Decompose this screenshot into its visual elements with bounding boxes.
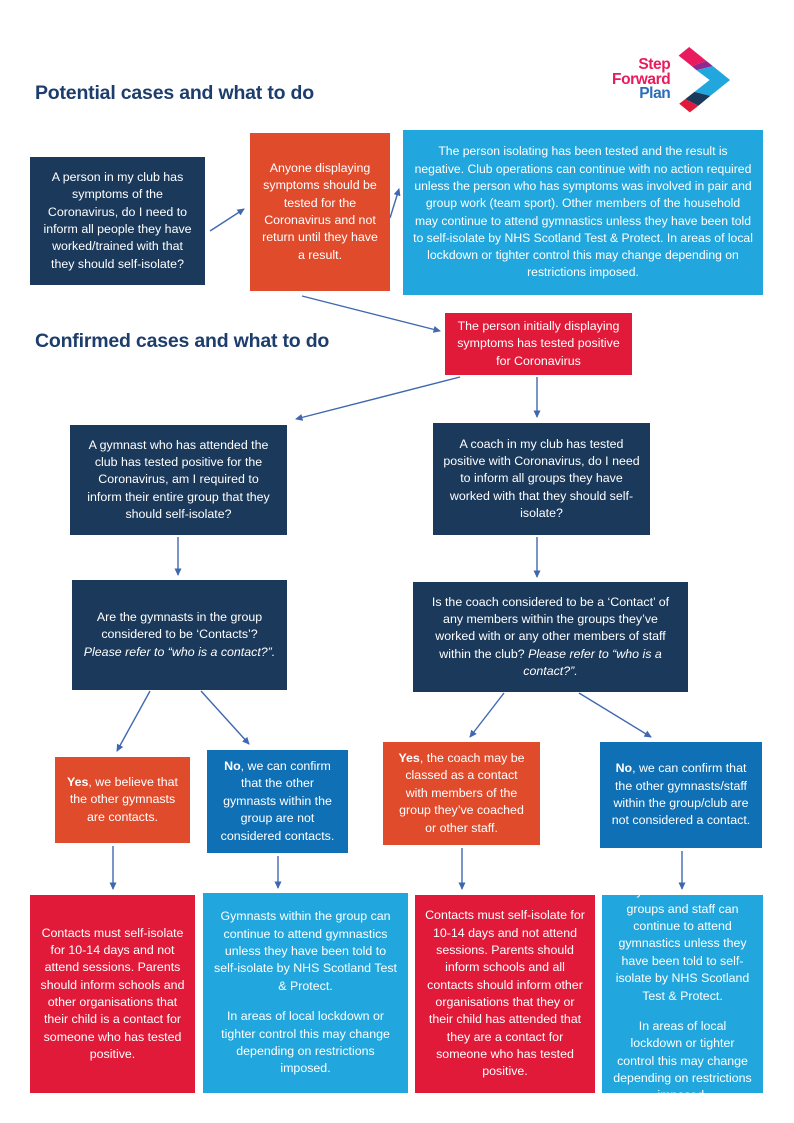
logo-chevron-icon: [672, 40, 738, 120]
coach-yes-box: [383, 742, 540, 845]
gymnast-contacts-question-box: [72, 580, 287, 690]
flow-arrow-positive-to-gymnast: [296, 377, 460, 419]
gymnast-contacts-ref: Please refer to “who is a contact?”.: [83, 644, 276, 659]
logo-wordmark: [612, 55, 671, 103]
flow-arrow-gymnast-contacts-to-yes: [117, 691, 150, 751]
gymnast-no-outcome-box: [203, 893, 408, 1093]
gymnast-yes-outcome-text: Contacts must self-isolate for 10-14 days and not attend sessions. Parents should inform schools and other organisations that their child is a contact for someone who has tested positive.: [40, 925, 185, 1062]
gymnast-contacts-question-text: [82, 609, 277, 661]
negative-result-text: The person isolating has been tested and the result is negative. Club operations can continue with no action required unless the person who has symptoms was involved in pair and group work (team sport). Other members of the household may continue to attend gymnastics unless they have been told to self-isolate by NHS Scotland Test & Protect. In areas of local lockdown or tighter control this may change depending on restrictions imposed.: [413, 144, 753, 280]
coach-yes-text: Yes, the coach may be classed as a contact with members of the group they’ve coached or other staff.: [398, 751, 525, 835]
flow-arrow-gymnast-contacts-to-no: [201, 691, 249, 744]
coach-no-outcome-p1: Gymnasts within the groups and staff can continue to attend gymnastics unless they have been told to self-isolate by NHS Scotland Test & Protect.: [615, 884, 750, 1003]
positive-result-text: The person initially displaying symptoms has tested positive for Coronavirus: [457, 318, 620, 368]
coach-no-lead: No: [615, 761, 633, 776]
gymnast-no-outcome-p2: In areas of local lockdown or tighter control this may change depending on restrictions imposed.: [221, 1009, 390, 1076]
coach-contacts-ref: Please refer to “who is a contact?”.: [523, 646, 662, 679]
coach-yes-lead: Yes: [398, 751, 420, 766]
coach-contacts-question-text: [423, 594, 678, 681]
coach-no-outcome-text: [612, 883, 753, 1104]
gymnast-no-box: [207, 750, 348, 853]
test-advice-text: Anyone displaying symptoms should be tested for the Coronavirus and not return until they have a result.: [262, 160, 378, 262]
coach-no-text: No, we can confirm that the other gymnasts/staff within the group/club are not considered a contact.: [611, 761, 751, 828]
negative-result-box: [403, 130, 763, 295]
coach-question-text: A coach in my club has tested positive with Coronavirus, do I need to inform all groups they have worked with that they should self-isolate?: [443, 436, 640, 521]
gymnast-no-outcome-text: [213, 908, 398, 1077]
logo-text-step: Step: [638, 55, 671, 73]
gymnast-no-outcome-p1: Gymnasts within the group can continue to attend gymnastics unless they have been told to self-isolate by NHS Scotland Test & Protect.: [214, 909, 397, 993]
positive-result-box: [445, 313, 632, 375]
coach-no-outcome-p2: In areas of local lockdown or tighter control this may change depending on restrictions imposed.: [613, 1018, 752, 1103]
gymnast-yes-outcome-box: [30, 895, 195, 1093]
flow-arrow-coach-contacts-to-yes: [470, 693, 504, 737]
coach-question-box: [433, 423, 650, 535]
flow-arrow-advice-to-positive: [302, 296, 440, 331]
potential-cases-heading: Potential cases and what to do: [35, 82, 314, 104]
gymnast-no-text: No, we can confirm that the other gymnasts within the group are not considered contacts.: [220, 759, 335, 843]
confirmed-cases-heading: Confirmed cases and what to do: [35, 330, 330, 352]
coach-no-outcome-box: [602, 884, 763, 1103]
gymnast-question-box: [70, 425, 287, 535]
coach-no-box: [600, 742, 762, 848]
symptoms-question-text: A person in my club has symptoms of the Coronavirus, do I need to inform all people they have worked/trained with that they should self-isolate?: [43, 169, 192, 271]
symptoms-question-box: [30, 157, 205, 285]
step-forward-plan-logo: [612, 40, 738, 120]
flow-arrow-advice-to-negative: [390, 189, 399, 218]
coach-yes-outcome-box: [415, 895, 595, 1093]
flow-arrow-coach-contacts-to-no: [579, 693, 651, 737]
logo-text-forward: Forward: [612, 70, 671, 88]
test-advice-box: [250, 133, 390, 291]
gymnast-yes-lead: Yes: [67, 774, 89, 789]
flow-arrow-symptoms-to-advice: [210, 209, 244, 231]
gymnast-yes-text: Yes, we believe that the other gymnasts are contacts.: [67, 774, 178, 824]
gymnast-yes-box: [55, 757, 190, 843]
gymnast-contacts-question: Are the gymnasts in the group considered to be ‘Contacts’?: [96, 609, 263, 642]
coach-contacts-question-box: [413, 582, 688, 692]
coach-contacts-question: Is the coach considered to be a ‘Contact’ of any members within the groups they’ve worked with or any other members of staff within the club?: [431, 594, 670, 661]
gymnast-no-lead: No: [224, 759, 241, 774]
coach-yes-outcome-text: Contacts must self-isolate for 10-14 days and not attend sessions. Parents should inform schools and all contacts should inform other organisations that they or their child has attended that they are a contact for someone who has tested positive.: [425, 908, 585, 1079]
logo-text-plan: Plan: [639, 85, 671, 103]
gymnast-question-text: A gymnast who has attended the club has tested positive for the Coronavirus, am I required to inform their entire group that they should self-isolate?: [87, 437, 270, 522]
